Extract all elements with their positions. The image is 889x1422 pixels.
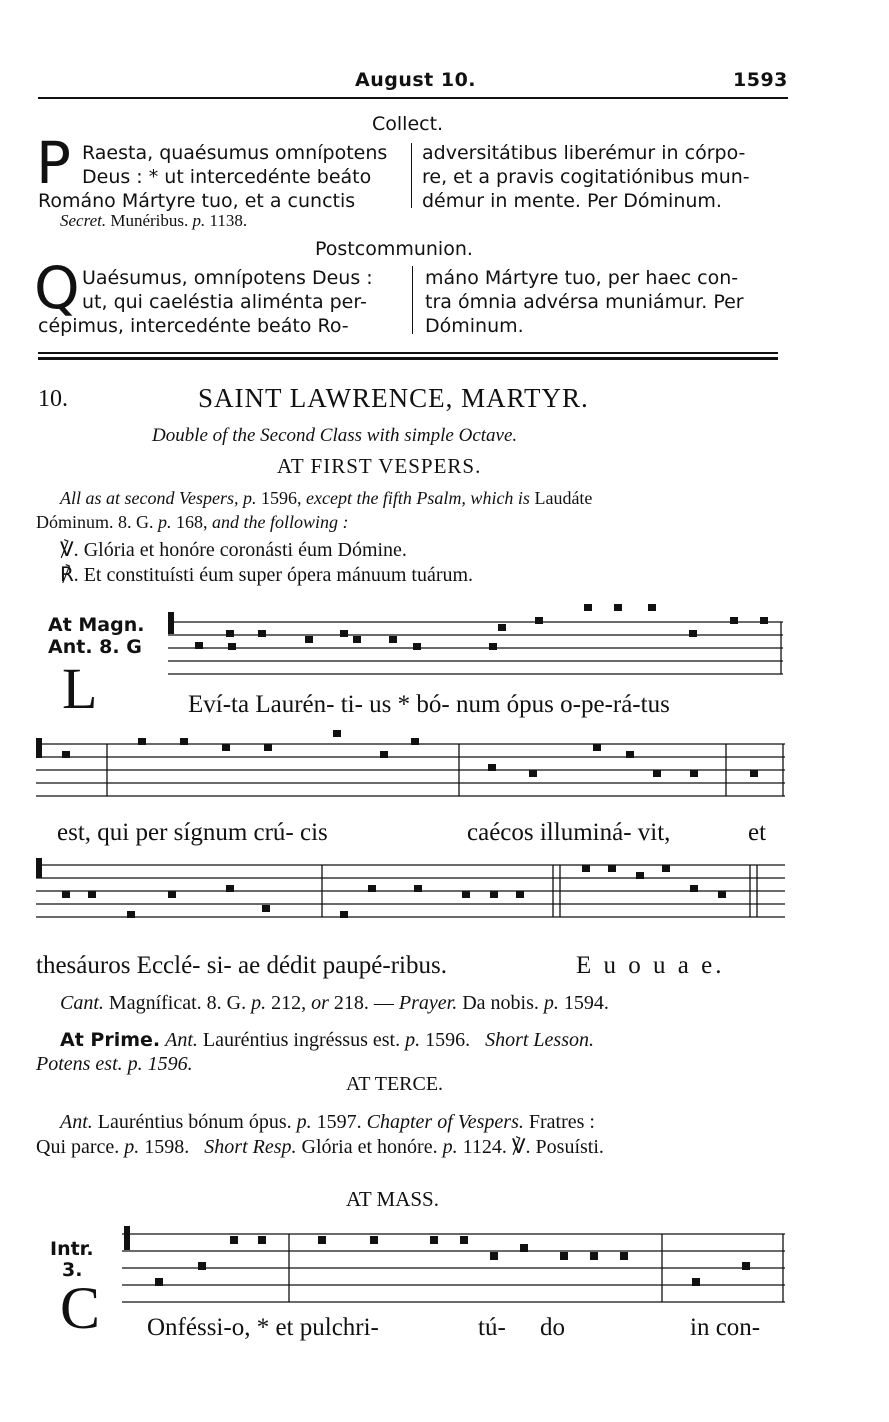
response-text: Et constituísti éum super ópera mánuum tuárum. <box>83 564 474 586</box>
feast-rank: Double of the Second Class with simple Octave. <box>152 425 518 446</box>
secret-label: Secret. <box>60 211 107 230</box>
postcommunion-left-3: cépimus, intercedénte beáto Ro- <box>38 315 349 337</box>
mass-heading: AT MASS. <box>346 1187 439 1211</box>
postcommunion-left-1: Uaésumus, omnípotens Deus : <box>82 267 373 289</box>
terce-page2: 1598. <box>144 1136 190 1158</box>
secret-text: Munéribus. <box>110 211 189 230</box>
note-psalm: Laudáte <box>534 488 593 508</box>
terce-fratres: Fratres : <box>528 1111 595 1133</box>
collect-left-3: Románo Mártyre tuo, et a cunctis <box>38 190 356 212</box>
terce-heading: AT TERCE. <box>346 1073 444 1095</box>
canticle-label: Cant. <box>60 992 104 1014</box>
running-header-title: August 10. <box>355 69 477 91</box>
terce-page: 1597. <box>316 1111 362 1133</box>
staff-lines-2 <box>36 744 785 796</box>
terce-resp-label: Short Resp. <box>204 1136 297 1158</box>
prime-lesson-label: Short Lesson. <box>485 1029 594 1051</box>
feast-title: SAINT LAWRENCE, MARTYR. <box>198 383 589 413</box>
collect-left-2: Deus : * ut intercedénte beáto <box>82 166 372 188</box>
terce-line-2 <box>36 1137 604 1157</box>
prayer-page: 1594. <box>563 992 609 1014</box>
staff-lines-4 <box>122 1234 785 1302</box>
postcommunion-heading: Postcommunion. <box>315 238 473 260</box>
terce-p2: p. <box>124 1136 140 1158</box>
collect-right-3: démur in mente. Per Dóminum. <box>422 190 722 212</box>
neumes-1 <box>195 604 768 650</box>
prime-text: Lauréntius ingréssus est. <box>202 1029 401 1051</box>
collect-right-2: re, et a pravis cogitatiónibus mun- <box>422 166 750 188</box>
canticle-page2: 218. <box>333 992 369 1014</box>
terce-qui: Qui parce. <box>36 1136 120 1158</box>
terce-v-text: Posuísti. <box>535 1136 604 1158</box>
terce-p: p. <box>296 1111 312 1133</box>
antiphon-initial: L <box>62 656 98 721</box>
antiphon-lyrics-line-2a: est, qui per sígnum crú- cis <box>57 819 328 846</box>
prime-p: p. <box>405 1029 421 1051</box>
postcommunion-right-2: tra ómnia advérsa muniámur. Per <box>425 291 744 313</box>
note-page-2: 168, <box>176 512 208 532</box>
terce-resp: Glória et honóre. <box>301 1136 438 1158</box>
canticle-p: p. <box>251 992 267 1014</box>
terce-ant: Ant. <box>60 1111 93 1133</box>
collect-initial: P <box>36 129 71 197</box>
prime-page: 1596. <box>425 1029 471 1051</box>
prayer-text: Da nobis. <box>462 992 539 1014</box>
postcommunion-right-1: máno Mártyre tuo, per haec con- <box>425 267 739 289</box>
terce-chapter: Chapter of Vespers. <box>366 1111 524 1133</box>
postcommunion-right-3: Dóminum. <box>425 315 524 337</box>
antiphon-lyrics-line-3: thesáuros Ecclé- si- ae dédit paupé-ribus. <box>36 952 447 979</box>
canticle-pages: 212, <box>271 992 307 1014</box>
feast-number: 10. <box>38 386 68 412</box>
collect-heading: Collect. <box>372 113 444 135</box>
page-number: 1593 <box>733 69 788 91</box>
versicle-text: Glória et honóre coronásti éum Dómine. <box>83 539 407 561</box>
prayer-label: Prayer. <box>398 992 458 1014</box>
terce-v-symbol: ℣. <box>511 1136 531 1158</box>
introit-label-2: 3. <box>62 1259 83 1281</box>
introit-lyrics-d: in con- <box>690 1314 761 1341</box>
canticle-text: Magníficat. 8. G. <box>108 992 247 1014</box>
staff-lines-1 <box>168 622 783 674</box>
postcommunion-initial: Q <box>34 254 80 322</box>
note-page: 1596, <box>260 488 302 508</box>
prime-page2: 1596. <box>147 1053 193 1075</box>
antiphon-label-1: At Magn. <box>48 614 145 636</box>
prayer-p: p. <box>543 992 559 1014</box>
neumes-4 <box>155 1236 750 1286</box>
secret-page-label: p. <box>192 211 206 230</box>
staff-lines-3 <box>36 865 785 917</box>
canticle-dash: — <box>373 992 394 1014</box>
antiphon-lyrics-line-2c: et <box>748 819 767 846</box>
terce-p3: p. <box>442 1136 458 1158</box>
prime-lesson: Potens est. <box>36 1053 123 1075</box>
canticle-or: or <box>311 992 329 1014</box>
note-text-3: and the following : <box>212 512 349 532</box>
collect-left-1: Raesta, quaésumus omnípotens <box>82 142 388 164</box>
secret-page: 1138. <box>209 211 248 230</box>
prime-line-1 <box>60 1030 594 1050</box>
antiphon-lyrics-line-1: Eví-ta Laurén- ti- us * bó- num ópus o-pe-rá-tus <box>188 691 670 718</box>
antiphon-euouae: E u o u a e. <box>576 952 725 979</box>
collect-right-1: adversitátibus liberémur in córpo- <box>422 142 746 164</box>
versicle-symbol: ℣. <box>60 539 79 561</box>
introit-lyrics-b: tú- <box>478 1314 506 1341</box>
introit-initial: C <box>60 1275 101 1341</box>
canticle-line <box>60 993 609 1013</box>
note-text: All as at second Vespers, p. <box>60 488 257 508</box>
first-vespers-heading: AT FIRST VESPERS. <box>277 454 482 478</box>
response-symbol: ℟. <box>60 564 79 586</box>
terce-page3: 1124. <box>462 1136 507 1158</box>
terce-ant-text: Lauréntius bónum ópus. <box>97 1111 292 1133</box>
prime-label: At Prime. <box>60 1029 161 1051</box>
introit-lyrics-a: Onféssi-o, * et pulchri- <box>147 1314 379 1341</box>
introit-label-1: Intr. <box>50 1238 94 1260</box>
note-text-2: except the fifth Psalm, which is <box>305 488 530 508</box>
terce-line-1 <box>60 1112 595 1132</box>
antiphon-label-2: Ant. 8. G <box>48 636 142 658</box>
prime-ant: Ant. <box>165 1029 198 1051</box>
note-psalm-tone: Dóminum. 8. G. <box>36 512 154 532</box>
introit-lyrics-c: do <box>540 1314 565 1341</box>
prime-line-2 <box>36 1054 193 1074</box>
postcommunion-left-2: ut, qui caeléstia aliménta per- <box>82 291 367 313</box>
prime-p2: p. <box>127 1053 143 1075</box>
antiphon-lyrics-line-2b: caécos illuminá- vit, <box>467 819 671 846</box>
note-p: p. <box>158 512 172 532</box>
